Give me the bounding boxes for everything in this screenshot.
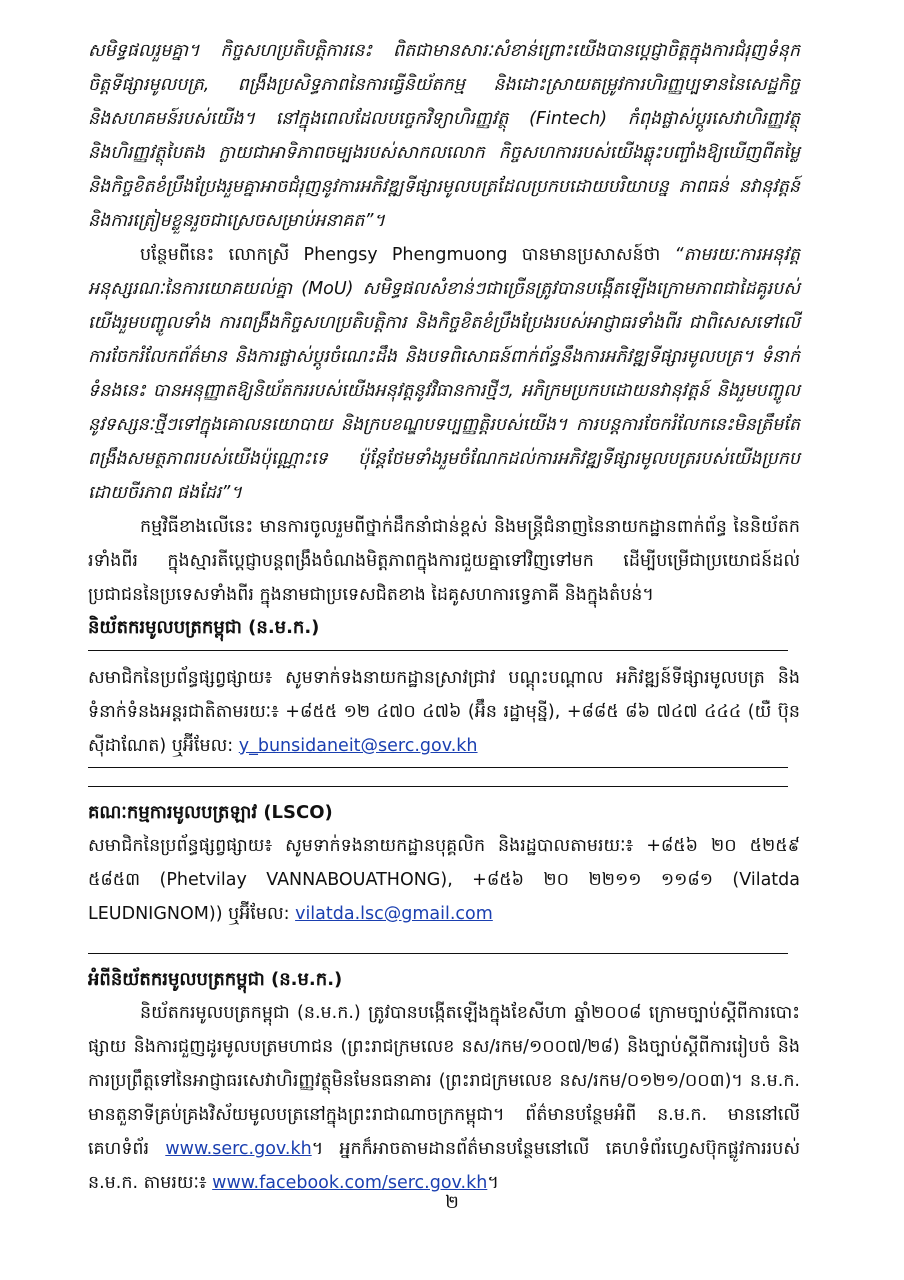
serc-contact-body <box>88 661 800 763</box>
lsco-contact-body <box>88 829 800 931</box>
divider <box>88 786 788 787</box>
about-text-end: ។ <box>487 1173 499 1193</box>
lsco-contact-text: សមាជិកនៃប្រព័ន្ធផ្សព្វផ្សាយ៖ សូមទាក់ទងនាយកដ្ឋានបុគ្គលិក និងរដ្ឋបាលតាមរយៈ៖ +៨៥៦ ២០ ៥២៥៩ ៥៨៥៣ (Phetvilay VANNABOUATHONG), +៨៥៦ ២០ ២២១១ ១១៨១ (Vilatda LEUDNIGNOM)) ឬអ៊ីមែល: <box>88 836 800 924</box>
intro-quote-paragraph: សមិទ្ធផលរួមគ្នា។ កិច្ចសហប្រតិបត្តិការនេះ ពិតជាមានសារៈសំខាន់ព្រោះយើងបានប្តេជ្ញាចិត្តក្នុងការជំរុញទំនុកចិត្តទីផ្សារមូលបត្រ, ពង្រឹងប្រសិទ្ធភាពនៃការធ្វើនិយ័តកម្ម និងដោះស្រាយតម្រូវការហិរញ្ញប្បទាននៃសេដ្ឋកិច្ច និងសហគមន៍របស់យើង។ នៅក្នុងពេលដែលបច្ចេកវិទ្យាហិរញ្ញវត្ថុ (Fintech) កំពុងផ្លាស់ប្តូរសេវាហិរញ្ញវត្ថុ និងហិរញ្ញវត្ថុបៃតង ក្លាយជាអាទិភាពចម្បងរបស់សាកលលោក កិច្ចសហការរបស់យើងឆ្លុះបញ្ចាំងឱ្យឃើញពីតម្លៃនិងកិច្ចខិតខំប្រឹងប្រែងរួមគ្នាអាចជំរុញនូវការអភិវឌ្ឍទីផ្សារមូលបត្រដែលប្រកបដោយបរិយាបន្ន ភាពធន់ នវានុវត្តន៍ និងការត្រៀមខ្លួនរួចជាស្រេចសម្រាប់អនាគត”។ <box>88 41 800 231</box>
lsco-contact-email-link[interactable]: vilatda.lsc@gmail.com <box>295 904 493 924</box>
statement-quote: “តាមរយៈការអនុវត្តអនុស្សរណៈនៃការយោគយល់គ្នា (MoU) សមិទ្ធផលសំខាន់ៗជាច្រើនត្រូវបានបង្កើតឡើងក្រោមភាពជាដៃគូរបស់យើងរួមបញ្ចូលទាំង ការពង្រឹងកិច្ចសហប្រតិបត្តិការ និងកិច្ចខិតខំប្រឹងប្រែងរបស់អាជ្ញាធរទាំងពីរ ជាពិសេសទៅលើការចែករំលែកព័ត៌មាន និងការផ្លាស់ប្តូរចំណេះដឹង និងបទពិសោធន៍ពាក់ព័ន្ធនឹងការអភិវឌ្ឍទីផ្សារមូលបត្រ។ ទំនាក់ទំនងនេះ បានអនុញ្ញាតឱ្យនិយ័តកររបស់យើងអនុវត្តនូវវិធានការថ្មីៗ, អភិក្រមប្រកបដោយនវានុវត្តន៍ និងរួមបញ្ចូលនូវទស្សនៈថ្មីៗទៅក្នុងគោលនយោបាយ និងក្របខណ្ឌបទប្បញ្ញត្តិរបស់យើង។ ការបន្តការចែករំលែកនេះមិនត្រឹមតែពង្រឹងសមត្ថភាពរបស់យើងប៉ុណ្ណោះទេ ប៉ុន្តែថែមទាំងរួមចំណែកដល់ការអភិវឌ្ឍទីផ្សារមូលបត្ររបស់យើងប្រកបដោយចីរភាព ផងដែរ”។ <box>88 245 800 503</box>
divider <box>88 650 788 651</box>
serc-contact-email-link[interactable]: y_bunsidaneit@serc.gov.kh <box>238 736 478 756</box>
serc-contact-heading: និយ័តករមូលបត្រកម្ពុជា (ន.ម.ក.) <box>88 617 320 638</box>
page-number: ២ <box>445 1192 459 1213</box>
about-body <box>88 996 800 1200</box>
about-text-mid: ។ អ្នកក៏អាចតាមដានព័ត៌មានបន្ថែមនៅលើ គេហទំព័រហ្វេសប៊ុកផ្លូវការរបស់ ន.ម.ក. តាមរយៈ៖ <box>88 1139 800 1193</box>
divider <box>88 953 788 954</box>
program-paragraph: កម្មវិធីខាងលើនេះ មានការចូលរួមពីថ្នាក់ដឹកនាំជាន់ខ្ពស់ និងមន្ត្រីជំនាញនៃនាយកដ្ឋានពាក់ព័ន្ធ នៃនិយ័តករទាំងពីរ ក្នុងស្មារតីប្តេជ្ញាបន្តពង្រឹងចំណងមិត្តភាពក្នុងការជួយគ្នាទៅវិញទៅមក ដើម្បីបម្រើជាប្រយោជន៍ដល់ប្រជាជននៃប្រទេសទាំងពីរ ក្នុងនាមជាប្រទេសជិតខាង ដៃគូសហការទ្វេភាគី និងក្នុងតំបន់។ <box>88 517 800 605</box>
document-page <box>88 34 800 1200</box>
divider <box>88 767 788 768</box>
about-heading: អំពីនិយ័តករមូលបត្រកម្ពុជា (ន.ម.ក.) <box>88 969 343 990</box>
serc-contact-text: សមាជិកនៃប្រព័ន្ធផ្សព្វផ្សាយ៖ សូមទាក់ទងនាយកដ្ឋានស្រាវជ្រាវ បណ្តុះបណ្តាល អភិវឌ្ឍន៍ទីផ្សារមូលបត្រ និងទំនាក់ទំនងអន្តរជាតិតាមរយៈ៖ +៨៥៥ ១២ ៤៧០ ៤៧៦ (អ៊ឹន រដ្ឋាមុន្នី), +៨៨៥ ៨៦ ៧៤៧ ៤៤៤ (យឺ ប៊ុនស៊ីដាណែត) ឬអ៊ីមែល: <box>88 668 800 756</box>
about-text: និយ័តករមូលបត្រកម្ពុជា (ន.ម.ក.) ត្រូវបានបង្កើតឡើងក្នុងខែសីហា ឆ្នាំ២០០៨ ក្រោមច្បាប់ស្តីពីការបោះផ្សាយ និងការជួញដូរមូលបត្រមហាជន (ព្រះរាជក្រមលេខ នស/រកម/១០០៧/២៨) និងច្បាប់ស្តីពីការរៀបចំ និងការប្រព្រឹត្តទៅនៃអាជ្ញាធរសេវាហិរញ្ញវត្ថុមិនមែនធនាគារ (ព្រះរាជក្រមលេខ នស/រកម/០១២១/០០៣)។ ន.ម.ក. មានតួនាទីគ្រប់គ្រងវិស័យមូលបត្រនៅក្នុងព្រះរាជាណាចក្រកម្ពុជា។ ព័ត៌មានបន្ថែមអំពី ន.ម.ក. មាននៅលើគេហទំព័រ <box>88 1003 800 1159</box>
serc-facebook-link[interactable]: www.facebook.com/serc.gov.kh <box>212 1173 488 1193</box>
statement-paragraph <box>88 238 800 510</box>
serc-website-link[interactable]: www.serc.gov.kh <box>165 1139 312 1159</box>
statement-lead: បន្ថែមពីនេះ លោកស្រី Phengsy Phengmuong បានមានប្រសាសន៍ថា <box>140 245 675 265</box>
lsco-contact-heading: គណៈកម្មការមូលបត្រឡាវ (LSCO) <box>88 802 333 823</box>
